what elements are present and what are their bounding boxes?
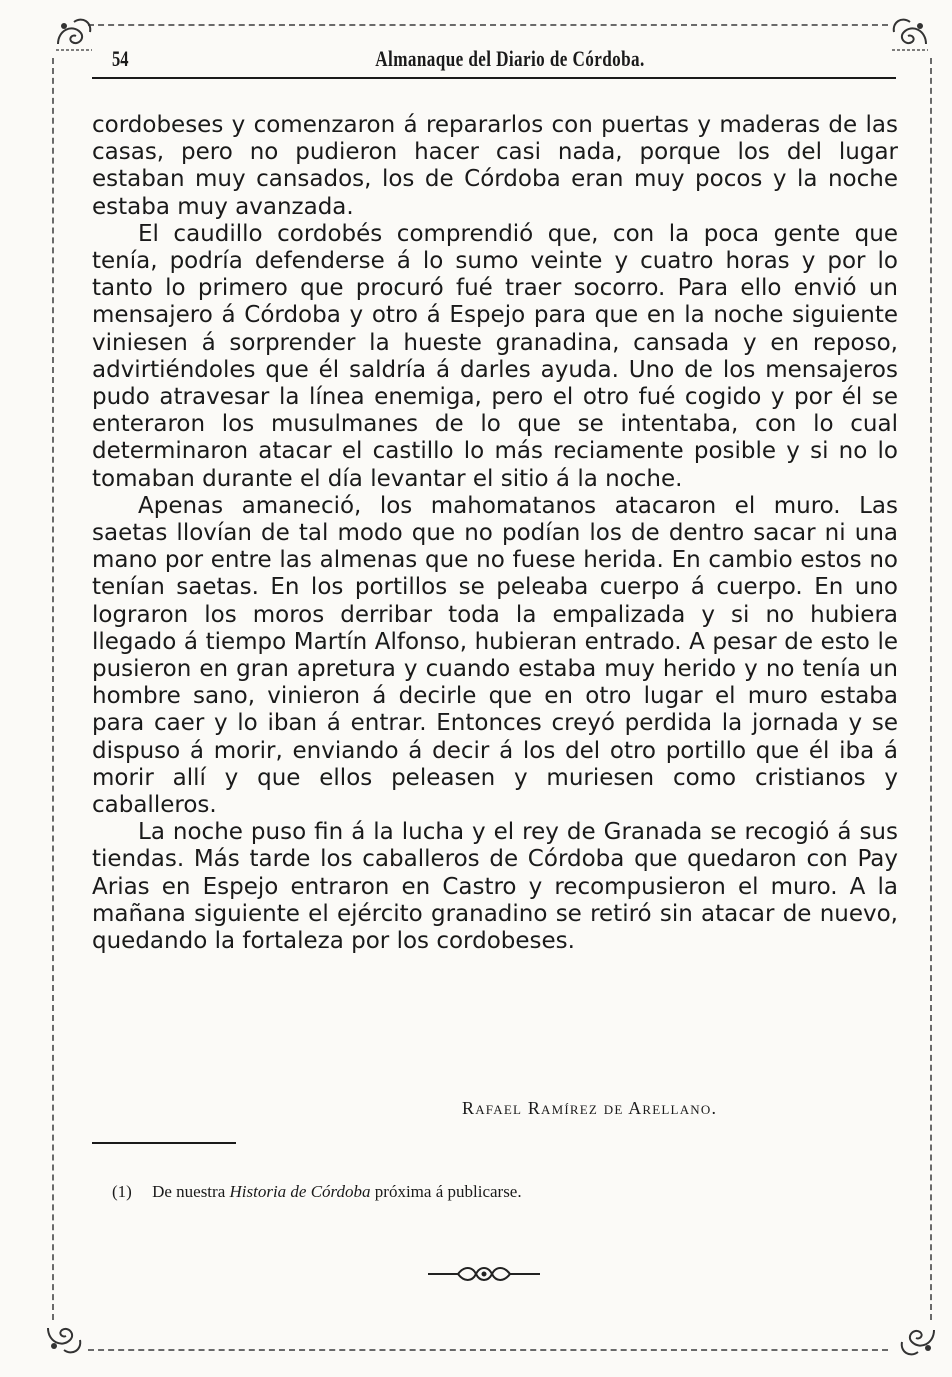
border-bottom [88, 1349, 888, 1351]
footnote-rule [92, 1142, 236, 1144]
footnote [112, 1182, 522, 1202]
author-signature: Rafael Ramírez de Arellano. [462, 1098, 718, 1118]
page-number: 54 [112, 46, 129, 71]
footnote-suffix: próxima á publicarse. [374, 1182, 522, 1201]
footnote-prefix: De nuestra [152, 1182, 226, 1201]
article-body [92, 112, 898, 955]
header-rule [92, 77, 896, 79]
border-top [88, 24, 888, 26]
paragraph: La noche puso fin á la lucha y el rey de Granada se recogió á sus tiendas. Más tarde los caballeros de Córdoba que quedaron con Pay Arias en Espejo entraron en Castro y recompusieron el muro. A la mañana siguiente el ejército granadino se retiró sin atacar de nuevo, quedando la fortaleza por los cordobeses. [92, 819, 898, 955]
closing-ornament-icon [424, 1264, 544, 1284]
border-left [52, 58, 54, 1320]
paragraph: cordobeses y comenzaron á repararlos con puertas y maderas de las casas, pero no pudieron hacer casi nada, porque los del lugar estaban muy cansados, los de Córdoba eran muy pocos y la noche estaba muy avanzada. [92, 112, 898, 220]
footnote-marker: (1) [112, 1182, 132, 1201]
paragraph: Apenas amaneció, los mahomatanos atacaron el muro. Las saetas llovían de tal modo que no podían los de dentro sacar ni una mano por entre las almenas que no fuese herida. En cambio estos no tenían saetas. En los portillos se peleaba cuerpo á cuerpo. En uno lograron los moros derribar toda la empalizada y si no hubiera llegado á tiempo Martín Alfonso, hubieran entrado. A pesar de esto le pusieron en gran apretura y cuando estaba muy herido y no tenía un hombre sano, vinieron á decirle que en otro lugar el muro estaba para caer y lo iban á entrar. Entonces creyó perdida la jornada y se dispuso á morir, enviando á decir á los del otro portillo que él iba á morir allí y que ellos peleasen y muriesen como cristianos y caballeros. [92, 492, 898, 819]
corner-ornament-icon [888, 14, 932, 58]
footnote-title: Historia de Córdoba [229, 1182, 371, 1201]
corner-ornament-icon [896, 1316, 940, 1360]
corner-ornament-icon [42, 1314, 86, 1358]
corner-ornament-icon [52, 14, 96, 58]
running-head: Almanaque del Diario de Córdoba. [375, 46, 645, 71]
border-right [930, 58, 932, 1320]
paragraph: El caudillo cordobés comprendió que, con la poca gente que tenía, podría defenderse á lo sumo veinte y cuatro horas y por lo tanto lo primero que procuró fué traer socorro. Para ello envió un mensajero á Córdoba y otro á Espejo para que en la noche siguiente viniesen á sorprender la hueste granadina, cansada y en reposo, advirtiéndoles que él saldría á darles ayuda. Uno de los mensajeros pudo atravesar la línea enemiga, pero el otro fué cogido y por él se enteraron los musulmanes de lo que se intentaba, con lo cual determinaron atacar el castillo lo más reciamente posible y si no lo tomaban durante el día levantar el sitio á la noche. [92, 220, 898, 492]
